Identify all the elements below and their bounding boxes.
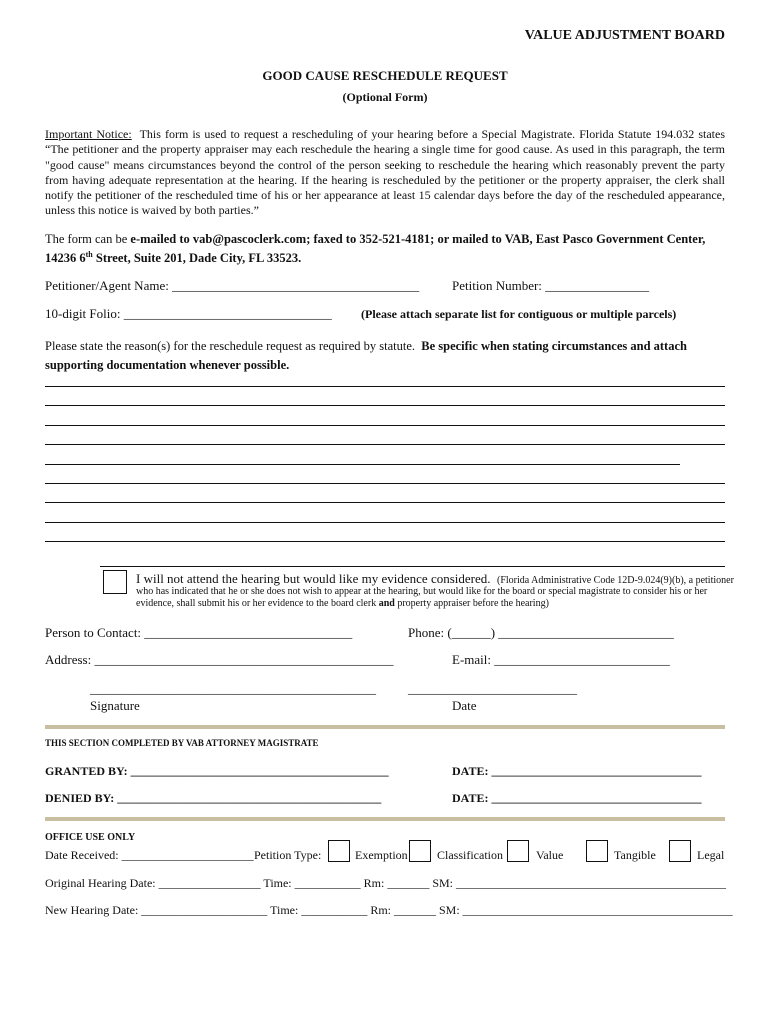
granted-date-field[interactable]: DATE: ___________________________________ xyxy=(452,764,702,778)
denied-by-field[interactable]: DENIED BY: ____________________________________________ xyxy=(45,791,382,805)
signature-line[interactable]: ____________________________________________ xyxy=(90,681,376,696)
reason-line[interactable] xyxy=(45,541,725,542)
board-title: VALUE ADJUSTMENT BOARD xyxy=(524,28,725,43)
waiver-cite: (Florida Administrative Code 12D-9.024(9)(b), a petitioner xyxy=(497,575,734,586)
denied-date-field[interactable]: DATE: ___________________________________ xyxy=(452,791,702,805)
folio-field[interactable]: 10-digit Folio: ________________________________ xyxy=(45,306,332,321)
type-tangible: Tangible xyxy=(614,848,656,862)
reason-line[interactable] xyxy=(45,502,725,503)
office-heading: OFFICE USE ONLY xyxy=(45,832,136,843)
petition-number-field[interactable]: Petition Number: ________________ xyxy=(452,278,650,293)
waiver-line3c: property appraiser before the hearing) xyxy=(394,598,549,609)
notice-label: Important Notice: xyxy=(45,127,132,141)
notice-text: This form is used to request a rescheduling of your hearing before a Special Magistrate. Florida Statute 194.032 states “The petitioner and the property appraiser may each reschedule the hearing a single time for good cause. As used in this paragraph, the term "good cause" means circumstances beyond the control of the person seeking to reschedule the hearing which reasonably prevent the party from having adequate representation at the hearing. If the hearing is rescheduled by the petitioner or the property appraiser, the clerk shall notify the petitioner of the rescheduled time of his or her appearance at least 15 calendar days before the day of the rescheduled appearance, unless this notice is waived by both parties.” xyxy=(45,127,725,218)
waiver-line2: who has indicated that he or she does not wish to appear at the hearing, but would like for the board or special magistrate to consider his or her xyxy=(136,586,708,597)
waiver-checkbox[interactable] xyxy=(103,570,127,594)
legal-checkbox[interactable] xyxy=(669,840,691,862)
form-title: GOOD CAUSE RESCHEDULE REQUEST xyxy=(262,68,508,83)
type-value: Value xyxy=(536,848,564,862)
date-label: Date xyxy=(452,698,477,713)
reasons-bold: Be specific when stating circumstances and attach xyxy=(421,339,687,353)
phone-field[interactable]: Phone: (______) ___________________________ xyxy=(408,625,674,640)
reason-line[interactable] xyxy=(45,405,725,406)
email-field[interactable]: E-mail: ___________________________ xyxy=(452,652,670,667)
address-part2: Street, Suite 201, Dade City, FL 33523. xyxy=(92,251,302,266)
date-received-field[interactable]: Date Received: ______________________ xyxy=(45,848,254,862)
waiver-line3b: and xyxy=(378,598,395,609)
waiver-line3a: evidence, shall submit his or her evidence to the board clerk xyxy=(136,598,379,609)
important-notice xyxy=(45,127,725,219)
waiver-main-text: I will not attend the hearing but would like my evidence considered. xyxy=(136,571,491,586)
reasons-text: Please state the reason(s) for the reschedule request as required by statute. xyxy=(45,339,415,353)
contact-mid: ; faxed to 352-521-4181; or mailed to VAB, East Pasco Government Center, xyxy=(306,232,706,246)
type-exemption: Exemption xyxy=(355,848,408,862)
address-sup: th xyxy=(85,250,93,259)
waiver-line3 xyxy=(136,598,549,609)
reasons-bold2: supporting documentation whenever possible. xyxy=(45,358,290,372)
type-classification: Classification xyxy=(437,848,503,862)
address-part1: 14236 6 xyxy=(45,251,86,266)
waiver-main xyxy=(136,571,734,587)
granted-by-field[interactable]: GRANTED BY: ___________________________________________ xyxy=(45,764,389,778)
contact-info xyxy=(45,232,725,266)
petition-type-label: Petition Type: xyxy=(254,848,322,862)
section-separator xyxy=(45,817,725,821)
signature-label: Signature xyxy=(90,698,140,713)
classification-checkbox[interactable] xyxy=(409,840,431,862)
reason-line[interactable] xyxy=(45,425,725,426)
original-hearing-row[interactable]: Original Hearing Date: _________________ Time: ___________ Rm: _______ SM: _____________________________________________ xyxy=(45,876,726,890)
form-subtitle: (Optional Form) xyxy=(342,90,428,104)
address-field[interactable]: Address: ______________________________________________ xyxy=(45,652,394,667)
contact-pre: The form can be xyxy=(45,232,131,246)
exemption-checkbox[interactable] xyxy=(328,840,350,862)
date-line[interactable]: __________________________ xyxy=(408,681,577,696)
section-separator xyxy=(45,725,725,729)
reason-line[interactable] xyxy=(45,386,725,387)
new-hearing-row[interactable]: New Hearing Date: _____________________ Time: ___________ Rm: _______ SM: _____________________________________________ xyxy=(45,903,733,917)
folio-note: (Please attach separate list for contiguous or multiple parcels) xyxy=(361,307,677,321)
type-legal: Legal xyxy=(697,848,725,862)
reason-line[interactable] xyxy=(45,444,725,445)
tangible-checkbox[interactable] xyxy=(586,840,608,862)
reason-line[interactable] xyxy=(45,464,680,465)
vab-heading: THIS SECTION COMPLETED BY VAB ATTORNEY MAGISTRATE xyxy=(45,738,319,748)
petitioner-field[interactable]: Petitioner/Agent Name: ______________________________________ xyxy=(45,278,420,293)
reason-line[interactable] xyxy=(45,522,725,523)
email-link[interactable]: e-mailed to vab@pascoclerk.com xyxy=(130,232,307,246)
value-checkbox[interactable] xyxy=(507,840,529,862)
waiver-divider xyxy=(100,566,725,567)
reasons-instructions xyxy=(45,337,725,375)
person-to-contact-field[interactable]: Person to Contact: ________________________________ xyxy=(45,625,353,640)
reason-line[interactable] xyxy=(45,483,725,484)
